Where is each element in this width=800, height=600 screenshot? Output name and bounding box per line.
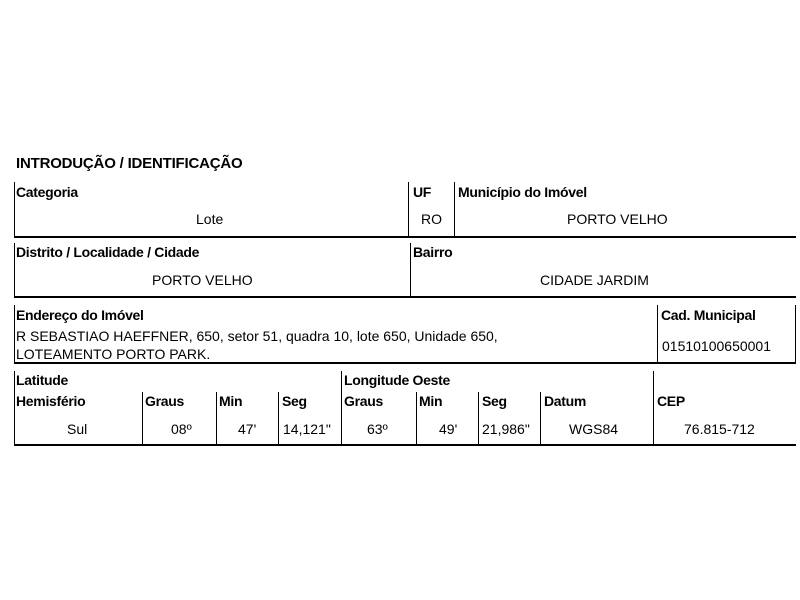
endereco-line-2: LOTEAMENTO PORTO PARK. [16, 346, 211, 362]
divider [14, 362, 796, 364]
divider [341, 371, 342, 445]
divider [14, 243, 15, 297]
municipio-label: Município do Imóvel [458, 184, 587, 200]
divider [454, 182, 455, 238]
divider [416, 392, 417, 445]
divider [278, 392, 279, 445]
cad-municipal-label: Cad. Municipal [661, 307, 756, 323]
lon-seg-label: Seg [482, 393, 507, 409]
divider [657, 305, 658, 363]
lat-seg-value: 14,121" [283, 421, 331, 437]
cep-value: 76.815-712 [684, 421, 755, 437]
longitude-label: Longitude Oeste [344, 372, 450, 388]
divider [410, 243, 411, 297]
lon-min-label: Min [419, 393, 443, 409]
lat-graus-label: Graus [145, 393, 184, 409]
lon-min-value: 49' [439, 421, 458, 437]
section-title: INTRODUÇÃO / IDENTIFICAÇÃO [16, 155, 243, 172]
divider [14, 305, 15, 363]
lon-graus-label: Graus [344, 393, 383, 409]
bairro-label: Bairro [413, 244, 453, 260]
lon-seg-value: 21,986" [482, 421, 530, 437]
uf-label: UF [413, 184, 432, 200]
lat-graus-value: 08º [171, 421, 192, 437]
divider [408, 182, 409, 238]
divider [478, 392, 479, 445]
divider [14, 236, 796, 238]
bairro-value: CIDADE JARDIM [540, 272, 649, 288]
latitude-label: Latitude [16, 372, 69, 388]
divider [540, 392, 541, 445]
categoria-label: Categoria [16, 184, 78, 200]
uf-value: RO [421, 211, 442, 227]
lon-graus-value: 63º [367, 421, 388, 437]
municipio-value: PORTO VELHO [567, 211, 668, 227]
lat-min-value: 47' [238, 421, 257, 437]
divider [216, 392, 217, 445]
divider [142, 392, 143, 445]
endereco-line-1: R SEBASTIAO HAEFFNER, 650, setor 51, quadra 10, lote 650, Unidade 650, [16, 328, 498, 344]
datum-label: Datum [544, 393, 587, 409]
lat-min-label: Min [219, 393, 243, 409]
cad-municipal-value: 01510100650001 [662, 338, 772, 354]
datum-value: WGS84 [569, 421, 619, 437]
categoria-value: Lote [196, 211, 224, 227]
divider [795, 305, 796, 363]
hemisferio-label: Hemisfério [16, 393, 86, 409]
divider [14, 371, 15, 445]
cep-label: CEP [657, 393, 685, 409]
divider [14, 182, 15, 238]
distrito-value: PORTO VELHO [152, 272, 253, 288]
divider [653, 371, 654, 445]
divider [14, 444, 796, 446]
divider [14, 296, 796, 298]
distrito-label: Distrito / Localidade / Cidade [16, 244, 200, 260]
lat-seg-label: Seg [282, 393, 307, 409]
endereco-label: Endereço do Imóvel [16, 307, 144, 323]
hemisferio-value: Sul [67, 421, 88, 437]
